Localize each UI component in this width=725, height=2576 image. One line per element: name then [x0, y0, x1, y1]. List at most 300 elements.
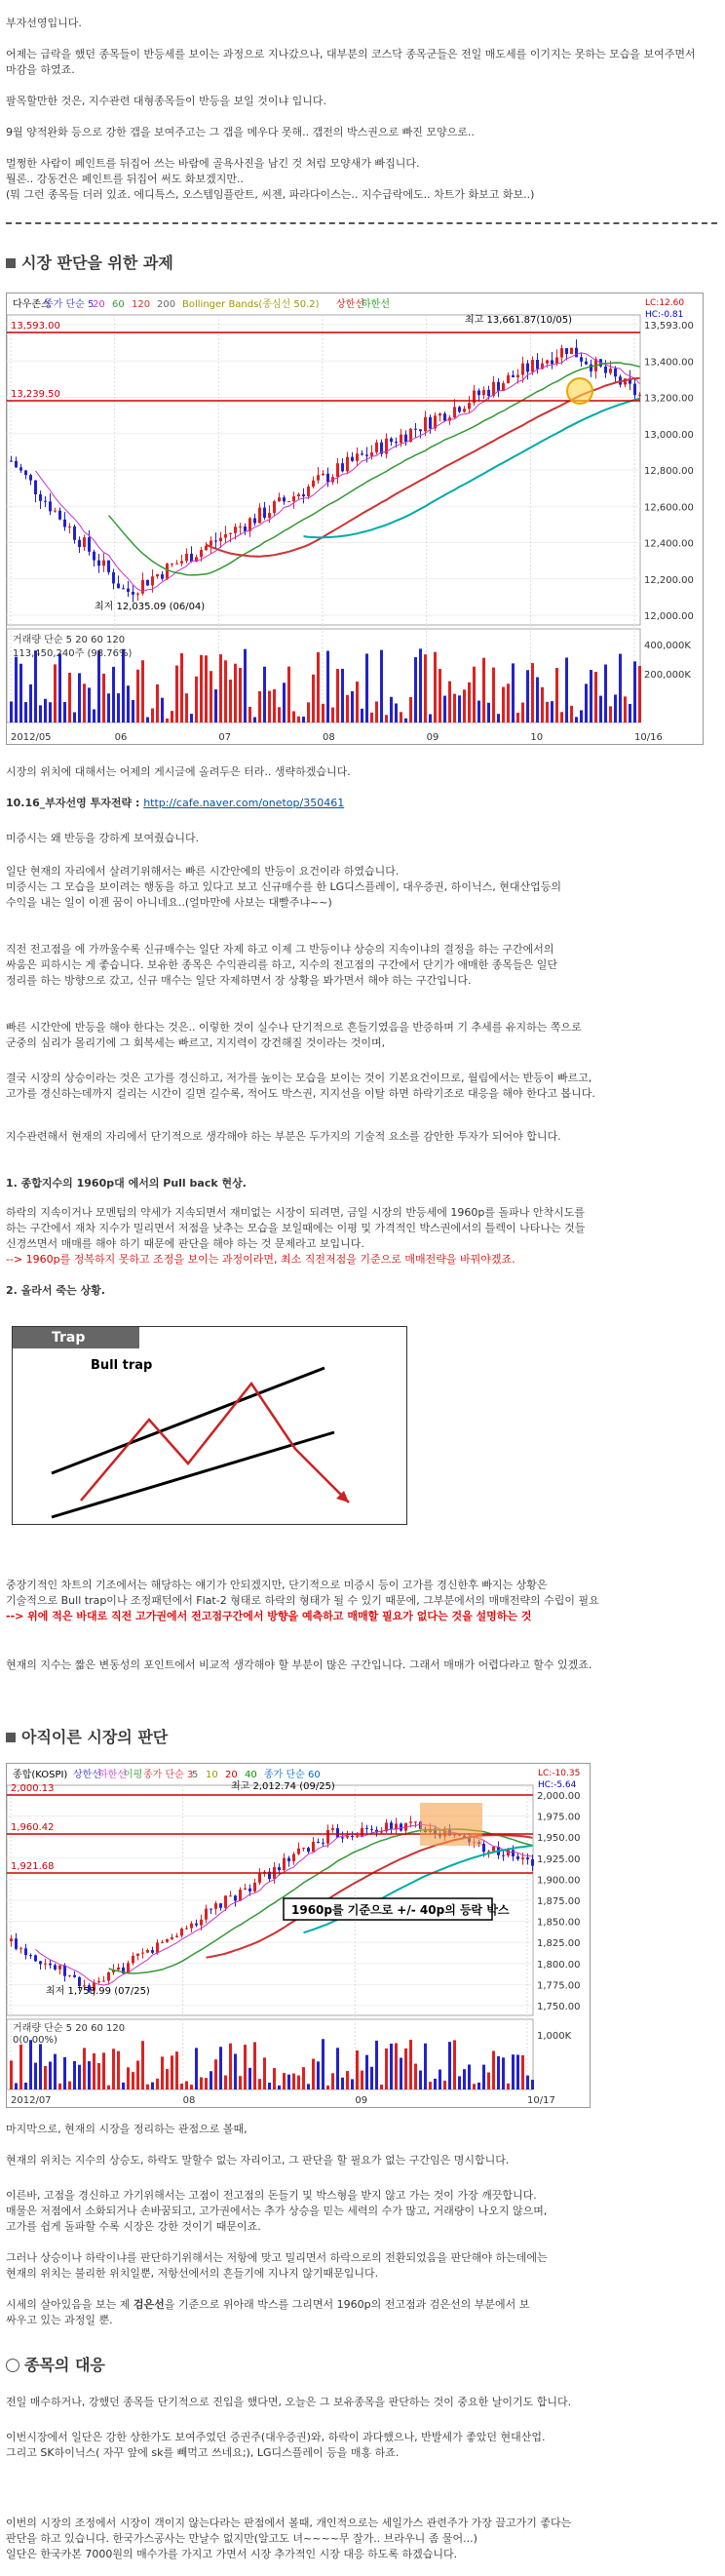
volume-bar — [34, 2063, 37, 2089]
candle-body — [351, 1836, 354, 1837]
candle-body — [122, 588, 125, 589]
volume-bar — [400, 712, 402, 722]
x-tick-label: 08 — [323, 732, 335, 743]
candle-body — [34, 481, 37, 494]
candle-body — [341, 1837, 344, 1838]
paragraph: 시세의 살아있음을 보는 제 검은선을 기준으로 위아래 박스를 그리면서 1960p의 전고점과 검은선의 부분에서 보 — [6, 2298, 530, 2311]
candle-body — [404, 435, 407, 442]
volume-bar — [283, 2073, 286, 2089]
candle-body — [283, 1858, 286, 1870]
volume-bar — [15, 657, 18, 722]
candle-body — [531, 1859, 534, 1866]
legend-entry: 종가 단순 5 — [44, 299, 95, 310]
candle-body — [526, 364, 529, 372]
volume-bar — [171, 2055, 173, 2089]
candle-body — [175, 1935, 178, 1936]
intro-paragraph: 9월 양적완화 등으로 강한 갭을 보여주고는 그 갭을 메우다 못해.. 갭전의 박스권으로 빠진 모양으로.. — [6, 126, 475, 138]
candle-body — [88, 537, 91, 552]
volume-bar — [214, 2059, 217, 2089]
volume-bar — [171, 711, 173, 722]
legend-entry: Bollinger Bands(종심선 50.2) — [182, 299, 320, 310]
volume-bar — [439, 669, 441, 722]
candle-body — [239, 1890, 242, 1900]
x-tick-label: 10/17 — [527, 2095, 555, 2106]
candle-body — [214, 540, 217, 541]
candle-body — [507, 1850, 510, 1855]
volume-bar — [180, 2084, 183, 2089]
paragraph: 군중의 심리가 몰리기에 그 회복세는 빠르고, 지지력이 강건해질 것이라는 것이며, — [6, 1036, 386, 1049]
candle-body — [234, 527, 237, 533]
candle-body — [54, 511, 57, 512]
high-label: 최고 13,661.87(10/05) — [465, 315, 573, 326]
legend-entry: 10 — [206, 1770, 218, 1780]
volume-bar — [253, 2042, 256, 2089]
volume-bar — [326, 651, 329, 722]
volume-bar — [78, 2065, 81, 2089]
paragraph: 기술적으로 Bull trap이나 조정패턴에서 Flat-2 형태로 하락의 형태가 될 수 있기 때문에, 그부분에서의 매매전략의 수립이 필요 — [6, 1594, 599, 1607]
candle-body — [224, 534, 227, 538]
paragraph: 결국 시장의 상승이라는 것은 고가를 경신하고, 저가를 높이는 모습을 보이는 것이 기본요건이므로, 월림에서는 반등이 빠르고, — [6, 1072, 592, 1084]
candle-body — [219, 538, 222, 542]
volume-bar — [482, 658, 485, 722]
y-tick-label: 13,400.00 — [644, 357, 694, 369]
candle-body — [292, 496, 295, 501]
volume-bar — [346, 695, 349, 722]
candle-body — [400, 435, 402, 444]
volume-bar — [219, 2047, 222, 2089]
volume-bar — [195, 677, 198, 722]
volume-bar — [97, 650, 100, 722]
volume-bar — [151, 2083, 154, 2089]
volume-bar — [283, 683, 286, 722]
volume-bar — [78, 673, 81, 722]
candle-body — [24, 1948, 27, 1955]
x-tick-label: 10/16 — [634, 732, 663, 743]
volume-bar — [49, 2062, 52, 2089]
candle-body — [180, 561, 183, 563]
volume-bar — [19, 2045, 22, 2089]
volume-bar — [361, 2071, 363, 2089]
candle-body — [424, 417, 427, 431]
candle-body — [78, 1977, 81, 1986]
volume-bar — [526, 2076, 529, 2089]
candle-body — [370, 1829, 373, 1830]
candle-body — [317, 1842, 320, 1843]
volume-bar — [380, 650, 383, 722]
volume-bar — [317, 652, 320, 722]
volume-bar — [141, 660, 144, 722]
candle-body — [521, 364, 524, 375]
volume-bar — [83, 683, 86, 722]
volume-bar — [107, 2086, 110, 2089]
candle-body — [24, 471, 27, 476]
vol-value: 113,450,240주 (98.76%) — [13, 648, 133, 659]
volume-bar — [492, 668, 495, 722]
volume-bar — [39, 705, 42, 722]
candle-body — [409, 1821, 412, 1822]
volume-bar — [458, 2076, 461, 2089]
candle-body — [112, 572, 115, 584]
candle-body — [151, 1950, 154, 1953]
volume-bar — [34, 650, 37, 722]
volume-bar — [141, 2041, 144, 2089]
candle-body — [502, 1855, 505, 1856]
volume-bar — [44, 2066, 47, 2089]
candle-body — [551, 360, 553, 364]
volume-bar — [507, 2084, 510, 2089]
y-tick-label: 12,200.00 — [644, 574, 694, 586]
volume-bar — [585, 683, 588, 722]
volume-bar — [151, 709, 154, 722]
volume-bar — [356, 2050, 359, 2089]
volume-bar — [63, 702, 66, 722]
candle-body — [190, 1924, 193, 1929]
candle-body — [322, 1843, 324, 1844]
candle-body — [117, 1968, 120, 1970]
candle-body — [487, 1852, 490, 1853]
volume-bar — [619, 654, 622, 722]
volume-bar — [473, 2084, 476, 2089]
volume-bar — [326, 2086, 329, 2089]
y-tick-label: 12,800.00 — [644, 466, 694, 477]
candle-body — [512, 1850, 515, 1856]
volume-bar — [482, 2065, 485, 2089]
volume-bar — [156, 2079, 159, 2089]
candle-body — [107, 561, 110, 572]
circle-bullet-icon — [6, 2359, 19, 2372]
candle-body — [58, 1966, 61, 1970]
volume-bar — [258, 691, 261, 722]
volume-bar — [248, 2068, 251, 2089]
kospi-chart-svg — [7, 1764, 590, 2107]
volume-bar — [127, 2067, 130, 2089]
candle-body — [253, 518, 256, 523]
volume-bar — [195, 2048, 198, 2089]
volume-bar — [390, 2044, 393, 2089]
y-tick-label: 12,400.00 — [644, 538, 694, 550]
volume-bar — [341, 2078, 344, 2089]
candle-body — [44, 501, 47, 502]
volume-bar — [448, 682, 451, 722]
kospi-chart — [6, 1763, 591, 2108]
volume-bar — [414, 2064, 417, 2089]
volume-bar — [322, 704, 324, 722]
candle-body — [93, 552, 95, 561]
candle-body — [521, 1857, 524, 1859]
y-tick-label: 13,593.00 — [644, 321, 694, 332]
legend-entry: 40 — [245, 1770, 257, 1780]
candle-body — [127, 589, 130, 592]
volume-bar — [375, 2041, 378, 2089]
candle-body — [44, 1964, 47, 1965]
strategy-link[interactable]: http://cafe.naver.com/onetop/350461 — [143, 797, 345, 809]
volume-bar — [224, 2076, 227, 2089]
candle-body — [400, 1823, 402, 1830]
candle-body — [210, 540, 212, 545]
candle-body — [356, 453, 359, 461]
volume-bar — [419, 2071, 422, 2089]
vol-tick-label: 400,000K — [644, 641, 691, 651]
volume-bar — [336, 669, 339, 722]
candle-body — [205, 546, 208, 550]
volume-bar — [180, 653, 183, 722]
volume-bar — [580, 710, 583, 722]
candle-body — [565, 348, 568, 354]
intro-paragraph: 뭘론.. 강동건은 페인트를 뒤집어 써도 화보겠지만.. — [6, 173, 244, 185]
volume-bar — [502, 687, 505, 722]
volume-bar — [122, 649, 125, 722]
candle-body — [302, 1848, 305, 1849]
mid-label: 1,960.42 — [11, 1822, 55, 1833]
volume-bar — [58, 2084, 61, 2089]
candle-body — [58, 511, 61, 520]
candle-body — [117, 583, 120, 588]
candle-body — [580, 357, 583, 361]
y-tick-label: 2,000.00 — [537, 1791, 581, 1802]
square-bullet-icon — [6, 258, 16, 268]
candle-body — [248, 1889, 251, 1892]
volume-bar — [555, 668, 558, 722]
y-tick-label: 1,900.00 — [537, 1875, 581, 1887]
x-tick-label: 09 — [355, 2095, 368, 2106]
trap-drawing — [13, 1327, 406, 1524]
paragraph: 그러나 상승이나 하락이냐를 판단하기위해서는 저항에 맞고 밀리면서 하락으로의 전환되었음을 판단해야 하는데에는 — [6, 2251, 548, 2264]
volume-bar — [502, 2057, 505, 2089]
x-tick-label: 06 — [114, 732, 128, 743]
volume-bar — [205, 655, 208, 722]
volume-bar — [73, 2061, 76, 2089]
volume-bar — [292, 2074, 295, 2089]
volume-bar — [570, 706, 573, 722]
x-tick-label: 2012/05 — [11, 732, 52, 743]
candle-body — [171, 564, 173, 565]
candle-body — [546, 360, 549, 363]
candle-body — [365, 1828, 368, 1829]
candle-body — [180, 1929, 183, 1935]
volume-bar — [122, 2083, 125, 2089]
volume-bar — [97, 2063, 100, 2089]
candle-body — [190, 554, 193, 562]
legend-entry: 상한선 — [73, 1770, 101, 1780]
red-note: --> 1960p를 정복하지 못하고 조정을 보이는 과정이라면, 최소 직전저점을 기준으로 매매전략을 바꿔야겠죠. — [6, 1253, 515, 1266]
paragraph: 현재의 지수는 짧은 변동성의 포인트에서 비교적 생각해야 할 부분이 많은 구간입니다. 그래서 매매가 어렵다라고 할수 있겠죠. — [6, 1659, 592, 1671]
volume-bar — [341, 669, 344, 722]
paragraph: 그리고 SK하이닉스( 자꾸 앞에 sk를 빼먹고 쓰네요;), LG디스플레이 등을 매홍 하죠. — [6, 2446, 400, 2459]
candle-body — [244, 527, 247, 531]
volume-bar — [190, 714, 193, 722]
volume-bar — [166, 719, 169, 722]
volume-bar — [297, 717, 300, 722]
candle-body — [604, 367, 607, 373]
candle-body — [132, 1956, 134, 1963]
intro-paragraph: 어제는 급락을 했던 종목들이 반등세를 보이는 과정으로 지나갔으나, 대부분의 코스닥 종목군들은 전일 매도세를 이기지는 못하는 모습을 보여주면서 마감을 하였죠. — [6, 48, 696, 76]
candle-body — [497, 382, 500, 391]
volume-bar — [463, 2069, 466, 2089]
volume-bar — [346, 2071, 349, 2089]
volume-bar — [400, 2058, 402, 2089]
candle-body — [19, 467, 22, 470]
volume-bar — [473, 667, 476, 722]
candle-body — [302, 494, 305, 496]
highlight-box — [420, 1803, 482, 1846]
volume-bar — [214, 689, 217, 722]
candle-body — [341, 463, 344, 471]
candle-body — [39, 1961, 42, 1964]
vol-value: 0(0.00%) — [13, 2035, 57, 2046]
volume-bar — [507, 683, 510, 722]
volume-bar — [161, 2056, 164, 2089]
candle-body — [477, 390, 480, 395]
intro-paragraph: 멀쩡한 사람이 페인트를 뒤집어 쓰는 바람에 골욕사진을 남긴 것 처럼 모양새가 빠집니다. — [6, 157, 420, 170]
candle-body — [531, 360, 534, 371]
x-tick-label: 09 — [426, 732, 439, 743]
volume-bar — [307, 2084, 310, 2089]
volume-bar — [526, 670, 529, 722]
candle-body — [97, 1981, 100, 1982]
candle-body — [512, 375, 515, 377]
volume-bar — [210, 671, 212, 722]
volume-bar — [468, 2064, 471, 2089]
candle-body — [34, 1955, 37, 1961]
volume-bar — [292, 711, 295, 722]
candle-body — [229, 533, 232, 534]
candle-body — [219, 1903, 222, 1908]
lc-label: LC:-10.35 — [538, 1769, 581, 1778]
volume-bar — [175, 2051, 178, 2089]
candle-body — [97, 561, 100, 566]
candle-body — [468, 403, 471, 409]
paragraph: 전일 매수하거나, 강했던 종목들 단기적으로 진입을 했다면, 오늘은 그 보유종목을 판단하는 것이 중요한 날이기도 합니다. — [6, 2396, 572, 2408]
volume-bar — [268, 691, 271, 722]
y-tick-label: 1,750.00 — [537, 2002, 581, 2012]
candle-body — [278, 497, 281, 501]
y-tick-label: 1,775.00 — [537, 1980, 581, 1992]
candle-body — [10, 461, 13, 462]
volume-bar — [49, 702, 52, 722]
legend-entry: 종합(KOSPI) — [13, 1770, 68, 1780]
paragraph: 미증시는 그 모습을 보이려는 행동을 하고 있다고 보고 신규매수를 한 LG디스플레이, 대우증권, 하이닉스, 현대산업등의 — [6, 880, 562, 893]
legend-entry: 60 — [112, 299, 125, 310]
volume-bar — [516, 713, 519, 722]
volume-bar — [287, 667, 290, 722]
candle-body — [15, 1938, 18, 1949]
y-tick-label: 1,875.00 — [537, 1896, 581, 1907]
volume-bar — [516, 2054, 519, 2089]
volume-bar — [117, 2051, 120, 2089]
section-heading: 시장 판단을 위한 과제 — [6, 255, 173, 271]
volume-bar — [19, 664, 22, 722]
candle-body — [287, 1858, 290, 1861]
legend-entry: 종가 단순 3 — [143, 1770, 194, 1780]
dow-jones-chart-svg — [7, 293, 703, 744]
volume-bar — [302, 2067, 305, 2089]
volume-bar — [127, 685, 130, 722]
volume-bar — [497, 2056, 500, 2089]
volume-bar — [83, 2048, 86, 2089]
volume-bar — [429, 714, 432, 722]
volume-bar — [205, 2078, 208, 2089]
volume-bar — [102, 2052, 105, 2089]
volume-bar — [565, 657, 568, 722]
section-heading: 종목의 대응 — [6, 2358, 105, 2373]
subheading: 1. 종합지수의 1960p대 에서의 Pull back 현상. — [6, 1177, 247, 1190]
volume-bar — [599, 696, 602, 722]
candle-body — [258, 1874, 261, 1883]
vol-tick-label: 1,000K — [537, 2031, 572, 2042]
candle-body — [195, 1924, 198, 1926]
candle-body — [429, 417, 432, 429]
volume-bar — [239, 2076, 242, 2089]
candle-body — [317, 475, 320, 481]
volume-bar — [512, 663, 515, 722]
candle-body — [54, 1965, 57, 1969]
candle-body — [229, 1895, 232, 1896]
candle-body — [73, 527, 76, 540]
legend-entry: 20 — [93, 299, 105, 310]
candle-body — [390, 439, 393, 442]
candle-body — [346, 457, 349, 472]
y-tick-label: 1,825.00 — [537, 1938, 581, 1950]
volume-bar — [263, 667, 266, 722]
volume-bar — [443, 696, 446, 722]
volume-bar — [638, 666, 641, 722]
volume-bar — [54, 2054, 57, 2089]
paragraph: 싸움은 피하시는 게 좋습니다. 보유한 종목은 수익관리를 하고, 지수의 전고점의 구간에서 단기가 애매한 종목들은 일단 — [6, 958, 557, 971]
volume-bar — [200, 655, 203, 722]
volume-bar — [633, 661, 636, 722]
candle-body — [141, 1953, 144, 1954]
volume-bar — [273, 2068, 276, 2089]
candle-body — [331, 1828, 334, 1830]
volume-bar — [175, 666, 178, 722]
volume-bar — [68, 673, 71, 722]
candle-body — [463, 409, 466, 411]
candle-body — [210, 1909, 212, 1910]
candle-body — [536, 360, 539, 369]
candle-body — [234, 1895, 237, 1900]
volume-bar — [63, 2057, 66, 2089]
volume-bar — [58, 653, 61, 722]
candle-body — [516, 375, 519, 377]
candle-body — [136, 594, 139, 595]
volume-bar — [531, 2080, 534, 2089]
candle-body — [487, 390, 490, 396]
volume-bar — [88, 2061, 91, 2089]
volume-bar — [487, 703, 490, 722]
legend-entry: 상한선 — [336, 299, 364, 310]
volume-bar — [132, 2072, 134, 2089]
candle-body — [458, 407, 461, 411]
volume-bar — [88, 687, 91, 722]
candle-body — [161, 1942, 164, 1943]
volume-bar — [322, 2039, 324, 2089]
volume-bar — [244, 649, 247, 722]
candle-body — [102, 561, 105, 566]
candle-body — [395, 442, 398, 443]
legend-entry: 20 — [225, 1770, 238, 1780]
high-label: 최고 2,012.74 (09/25) — [231, 1781, 335, 1792]
volume-bar — [395, 703, 398, 722]
volume-bar — [312, 675, 315, 722]
candle-body — [590, 365, 592, 371]
candle-body — [614, 369, 617, 376]
volume-bar — [190, 2085, 193, 2089]
volume-bar — [458, 695, 461, 722]
candle-body — [278, 1867, 281, 1870]
candle-body — [49, 501, 52, 511]
legend-entry: 5 — [192, 1770, 199, 1780]
upper-trendline — [52, 1368, 324, 1473]
